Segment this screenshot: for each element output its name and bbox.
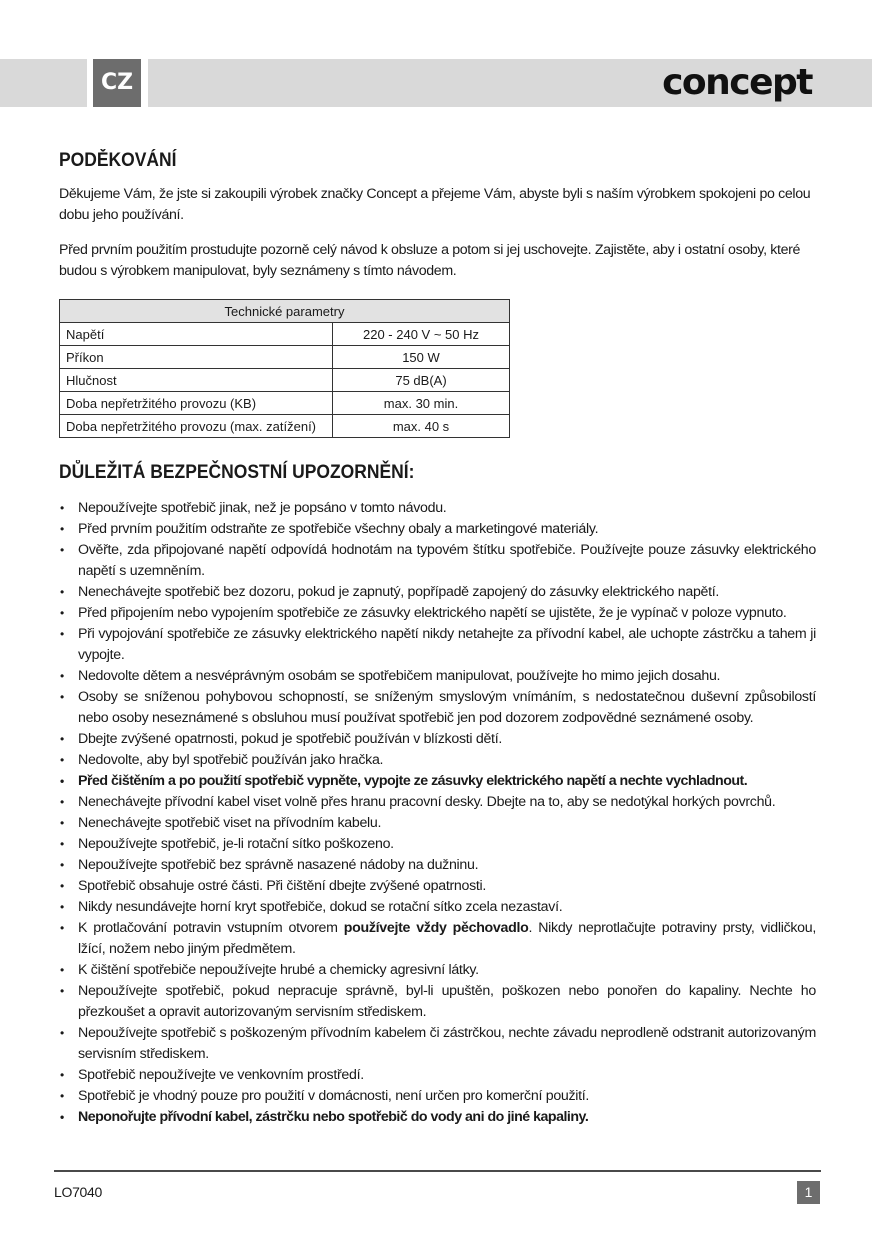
list-item: • Nepoužívejte spotřebič s poškozeným přívodním kabelem či zástrčkou, nechte závadu neprodleně odstranit autorizovaným servisním střediskem.	[59, 1023, 816, 1065]
list-item: • Nenechávejte spotřebič viset na přívodním kabelu.	[59, 813, 816, 834]
list-item-bold: • Neponořujte přívodní kabel, zástrčku nebo spotřebič do vody ani do jiné kapaliny.	[59, 1107, 816, 1128]
thanks-paragraph-2: Před prvním použitím prostudujte pozorně celý návod k obsluze a potom si jej uschovejte. Zajistěte, aby i ostatní osoby, které budou s výrobkem manipulovat, byly seznámeny s tímto návodem.	[59, 242, 801, 279]
table-row	[60, 323, 510, 346]
spec-value: max. 40 s	[333, 415, 510, 438]
spec-value: 220 - 240 V ~ 50 Hz	[333, 323, 510, 346]
list-item: • Nedovolte dětem a nesvéprávným osobám se spotřebičem manipulovat, používejte ho mimo jejich dosahu.	[59, 666, 816, 687]
list-item: • Spotřebič nepoužívejte ve venkovním prostředí.	[59, 1065, 816, 1086]
table-row	[60, 392, 510, 415]
list-item: • Nepoužívejte spotřebič jinak, než je popsáno v tomto návodu.	[59, 498, 816, 519]
list-item: • Osoby se sníženou pohybovou schopností, se sníženým smyslovým vnímáním, s nedostatečnou duševní způsobilostí nebo osoby neseznámené s obsluhou musí používat spotřebič jen pod dozorem zodpovědné seznámené osoby.	[59, 687, 816, 729]
footer-divider	[54, 1170, 821, 1172]
model-number: LO7040	[54, 1184, 103, 1200]
brand-logo: concept	[662, 62, 812, 103]
thanks-section	[59, 150, 815, 172]
thanks-title: PODĚKOVÁNÍ	[59, 150, 177, 171]
thanks-paragraph-2-wrap	[59, 240, 815, 282]
list-item: • Nepoužívejte spotřebič, je-li rotační sítko poškozeno.	[59, 834, 816, 855]
table-row	[60, 369, 510, 392]
safety-list	[59, 498, 816, 1128]
list-item-push	[59, 918, 816, 960]
list-item: • Nikdy nesundávejte horní kryt spotřebiče, dokud se rotační sítko zcela nezastaví.	[59, 897, 816, 918]
spec-value: 75 dB(A)	[333, 369, 510, 392]
push-text-bold: používejte vždy pěchovadlo	[343, 920, 529, 936]
thanks-paragraph-1-wrap	[59, 184, 815, 226]
spec-label: Hlučnost	[60, 369, 333, 392]
spec-label: Napětí	[60, 323, 333, 346]
list-item: • Dbejte zvýšené opatrnosti, pokud je spotřebič používán v blízkosti dětí.	[59, 729, 816, 750]
safety-title-wrap	[59, 462, 815, 484]
specs-table	[59, 299, 510, 438]
spec-label: Příkon	[60, 346, 333, 369]
list-item-bold: • Před čištěním a po použití spotřebič vypněte, vypojte ze zásuvky elektrického napětí a nechte vychladnout.	[59, 771, 816, 792]
list-item: • Před prvním použitím odstraňte ze spotřebiče všechny obaly a marketingové materiály.	[59, 519, 816, 540]
language-badge: CZ	[93, 59, 141, 107]
list-item: • Spotřebič je vhodný pouze pro použití v domácnosti, není určen pro komerční použití.	[59, 1086, 816, 1107]
specs-table-header: Technické parametry	[60, 300, 510, 323]
spec-label: Doba nepřetržitého provozu (max. zatížení)	[60, 415, 333, 438]
list-item: • Při vypojování spotřebiče ze zásuvky elektrického napětí nikdy netahejte za přívodní kabel, ale uchopte zástrčku a tahem ji vypojte.	[59, 624, 816, 666]
spec-value: max. 30 min.	[333, 392, 510, 415]
spec-value: 150 W	[333, 346, 510, 369]
list-item: • K čištění spotřebiče nepoužívejte hrubé a chemicky agresivní látky.	[59, 960, 816, 981]
push-text-after: . Nikdy neprotlačujte potraviny prsty, vidličkou, lžící, nožem nebo jiným předmětem.	[78, 920, 816, 957]
list-item: • Nenechávejte spotřebič bez dozoru, pokud je zapnutý, popřípadě zapojený do zásuvky elektrického napětí.	[59, 582, 816, 603]
page-number: 1	[797, 1181, 820, 1204]
thanks-paragraph-1: Děkujeme Vám, že jste si zakoupili výrobek značky Concept a přejeme Vám, abyste byli s naším výrobkem spokojeni po celou dobu jeho používání.	[59, 186, 811, 223]
list-item: • Nepoužívejte spotřebič bez správně nasazené nádoby na dužninu.	[59, 855, 816, 876]
list-item: • Nepoužívejte spotřebič, pokud nepracuje správně, byl-li upuštěn, poškozen nebo ponořen do kapaliny. Nechte ho přezkoušet a opravit autorizovaným servisním střediskem.	[59, 981, 816, 1023]
table-row	[60, 415, 510, 438]
table-row	[60, 346, 510, 369]
safety-title: DŮLEŽITÁ BEZPEČNOSTNÍ UPOZORNĚNÍ:	[59, 462, 415, 483]
header-bar-right	[148, 59, 872, 107]
list-item: • Ověřte, zda připojované napětí odpovídá hodnotám na typovém štítku spotřebiče. Používejte pouze zásuvky elektrického napětí s uzemněním.	[59, 540, 816, 582]
header-bar-left	[0, 59, 87, 107]
list-item: • Spotřebič obsahuje ostré části. Při čištění dbejte zvýšené opatrnosti.	[59, 876, 816, 897]
list-item: • Nedovolte, aby byl spotřebič používán jako hračka.	[59, 750, 816, 771]
safety-list-wrap	[59, 498, 816, 1128]
push-text-before: K protlačování potravin vstupním otvorem	[78, 920, 344, 936]
list-item: • Nenechávejte přívodní kabel viset volně přes hranu pracovní desky. Dbejte na to, aby se nedotýkal horkých povrchů.	[59, 792, 816, 813]
spec-label: Doba nepřetržitého provozu (KB)	[60, 392, 333, 415]
list-item: • Před připojením nebo vypojením spotřebiče ze zásuvky elektrického napětí se ujistěte, že je vypínač v poloze vypnuto.	[59, 603, 816, 624]
